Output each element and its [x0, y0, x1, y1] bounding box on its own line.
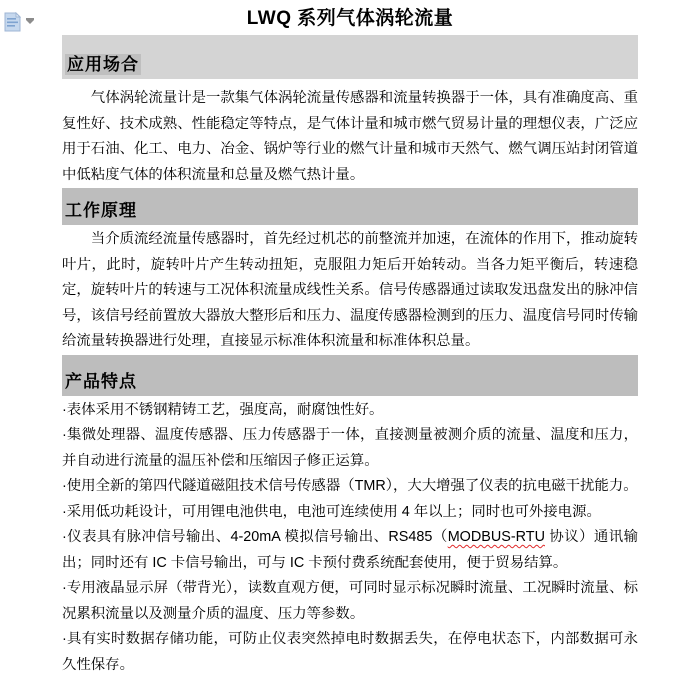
section-heading-bar-features — [62, 355, 638, 396]
section-heading-features: 产品特点 — [65, 371, 137, 391]
document-title: LWQ 系列气体涡轮流量 — [246, 8, 454, 29]
section-heading-principle: 工作原理 — [65, 201, 137, 220]
feature-bullet-body: ·表体采用不锈钢精铸工艺，强度高，耐腐蚀性好。 — [62, 401, 384, 418]
feature-bullet-outputs — [62, 525, 638, 576]
paragraph-application: 气体涡轮流量计是一款集气体涡轮流量传感器和流量转换器于一体，具有准确度高、重复性好、技术成熟、性能稳定等特点，是气体计量和城市燃气贸易计量的理想仪表，广泛应用于石油、化工、电力、冶金、锅炉等行业的燃气计量和城市天然气、燃气调压站封闭管道中低粘度气体的体积流量和总量及燃气热计量。 — [62, 90, 638, 183]
section-heading-bar-application — [62, 35, 638, 79]
feature-bullet-data-storage: ·具有实时数据存储功能，可防止仪表突然掉电时数据丢失，在停电状态下，内部数据可永久性保存。 — [62, 631, 638, 673]
spellcheck-word: MODBUS-RTU — [447, 529, 545, 545]
feature-bullet-low-power: ·采用低功耗设计，可用锂电池供电，电池可连续使用 4 年以上；同时也可外接电源。 — [62, 503, 601, 520]
paste-options-button[interactable] — [4, 9, 40, 35]
feature-bullet-outputs-post: 协议）通讯输出；同时还有 IC 卡信号输出，可与 IC 卡预付费系统配套使用，便于贸易结算。 — [62, 529, 639, 571]
feature-bullet-outputs-pre: ·仪表具有脉冲信号输出、4-20mA 模拟信号输出、RS485（ — [62, 529, 448, 545]
paragraph-principle: 当介质流经流量传感器时，首先经过机芯的前整流并加速，在流体的作用下，推动旋转叶片，此时，旋转叶片产生转动扭矩，克服阻力矩后开始转动。当各力矩平衡后，转速稳定，旋转叶片的转速与工况体积流量成线性关系。信号传感器通过读取发迅盘发出的脉冲信号，该信号经前置放大器放大整形后和压力、温度传感器检测到的压力、温度信号同时传输给流量转换器进行处理，直接显示标准体积流量和标准体积总量。 — [62, 231, 638, 349]
document-body — [62, 35, 638, 678]
feature-bullet-tmr-sensor: ·使用全新的第四代隧道磁阻技术信号传感器（TMR），大大增强了仪表的抗电磁干扰能力。 — [62, 478, 638, 494]
paste-options-icon — [4, 12, 21, 32]
section-heading-bar-principle — [62, 188, 638, 225]
chevron-down-icon — [26, 20, 34, 24]
feature-bullet-lcd-display: ·专用液晶显示屏（带背光），读数直观方便，可同时显示标况瞬时流量、工况瞬时流量、标况累积流量以及测量介质的温度、压力等参数。 — [62, 580, 638, 622]
section-heading-application: 应用场合 — [67, 55, 139, 74]
feature-bullet-integrated-sensors: ·集微处理器、温度传感器、压力传感器于一体，直接测量被测介质的流量、温度和压力，并自动进行流量的温压补偿和压缩因子修正运算。 — [62, 427, 638, 469]
